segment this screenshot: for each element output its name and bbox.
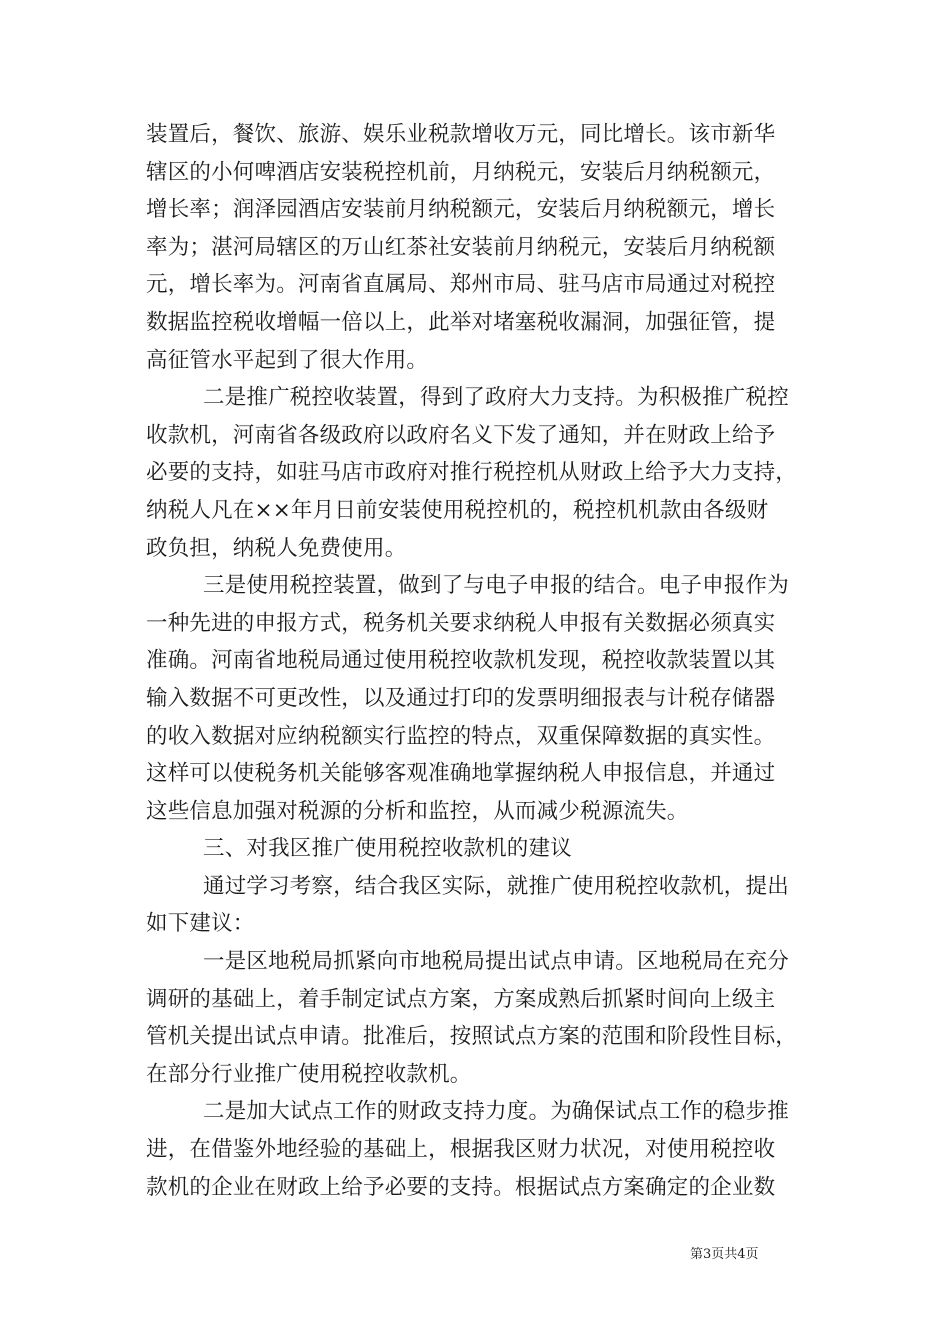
text-line: 款机的企业在财政上给予必要的支持。根据试点方案确定的企业数 <box>146 1174 776 1200</box>
text-line: 的收入数据对应纳税额实行监控的特点，双重保障数据的真实性。 <box>146 723 776 749</box>
text-line: 一种先进的申报方式，税务机关要求纳税人申报有关数据必须真实 <box>146 610 776 636</box>
document-body <box>146 116 808 1206</box>
text-line: 输入数据不可更改性，以及通过打印的发票明细报表与计税存储器 <box>146 685 776 711</box>
text-line: 通过学习考察，结合我区实际，就推广使用税控收款机，提出 <box>203 873 789 899</box>
text-line: 增长率；润泽园酒店安装前月纳税额元，安装后月纳税额元，增长 <box>146 197 776 223</box>
text-line: 三是使用税控装置，做到了与电子申报的结合。电子申报作为 <box>203 573 789 599</box>
text-line: 这些信息加强对税源的分析和监控，从而减少税源流失。 <box>146 798 689 824</box>
text-line: 调研的基础上，着手制定试点方案，方案成熟后抓紧时间向上级主 <box>146 986 776 1012</box>
text-line: 三、对我区推广使用税控收款机的建议 <box>203 836 572 862</box>
text-line: 二是推广税控收装置，得到了政府大力支持。为积极推广税控 <box>203 385 789 411</box>
text-line: 辖区的小何啤酒店安装税控机前，月纳税元，安装后月纳税额元， <box>146 159 776 185</box>
text-line: 数据监控税收增幅一倍以上，此举对堵塞税收漏洞，加强征管，提 <box>146 309 776 335</box>
text-line: 元，增长率为。河南省直属局、郑州市局、驻马店市局通过对税控 <box>146 272 776 298</box>
text-line: 装置后，餐饮、旅游、娱乐业税款增收万元，同比增长。该市新华 <box>146 122 776 147</box>
text-line: 必要的支持，如驻马店市政府对推行税控机从财政上给予大力支持， <box>146 460 798 486</box>
text-line: 准确。河南省地税局通过使用税控收款机发现，税控收款装置以其 <box>146 648 776 674</box>
text-line: 高征管水平起到了很大作用。 <box>146 347 429 373</box>
text-line: 这样可以使税务机关能够客观准确地掌握纳税人申报信息，并通过 <box>146 761 776 787</box>
text-line: 在部分行业推广使用税控收款机。 <box>146 1061 472 1087</box>
text-line: 二是加大试点工作的财政支持力度。为确保试点工作的稳步推 <box>203 1099 789 1125</box>
text-line: 收款机，河南省各级政府以政府名义下发了通知，并在财政上给予 <box>146 422 776 448</box>
text-line: 一是区地税局抓紧向市地税局提出试点申请。区地税局在充分 <box>203 949 789 975</box>
text-line: 政负担，纳税人免费使用。 <box>146 535 407 561</box>
text-line: 率为；湛河局辖区的万山红茶社安装前月纳税元，安装后月纳税额 <box>146 234 776 260</box>
text-line: 管机关提出试点申请。批准后，按照试点方案的范围和阶段性目标， <box>146 1024 798 1050</box>
text-line: 如下建议： <box>146 911 255 937</box>
page-number-footer: 第3页共4页 <box>690 1247 759 1262</box>
text-line: 进，在借鉴外地经验的基础上，根据我区财力状况，对使用税控收 <box>146 1137 776 1163</box>
text-line: 纳税人凡在××年月日前安装使用税控机的，税控机机款由各级财 <box>146 497 769 523</box>
